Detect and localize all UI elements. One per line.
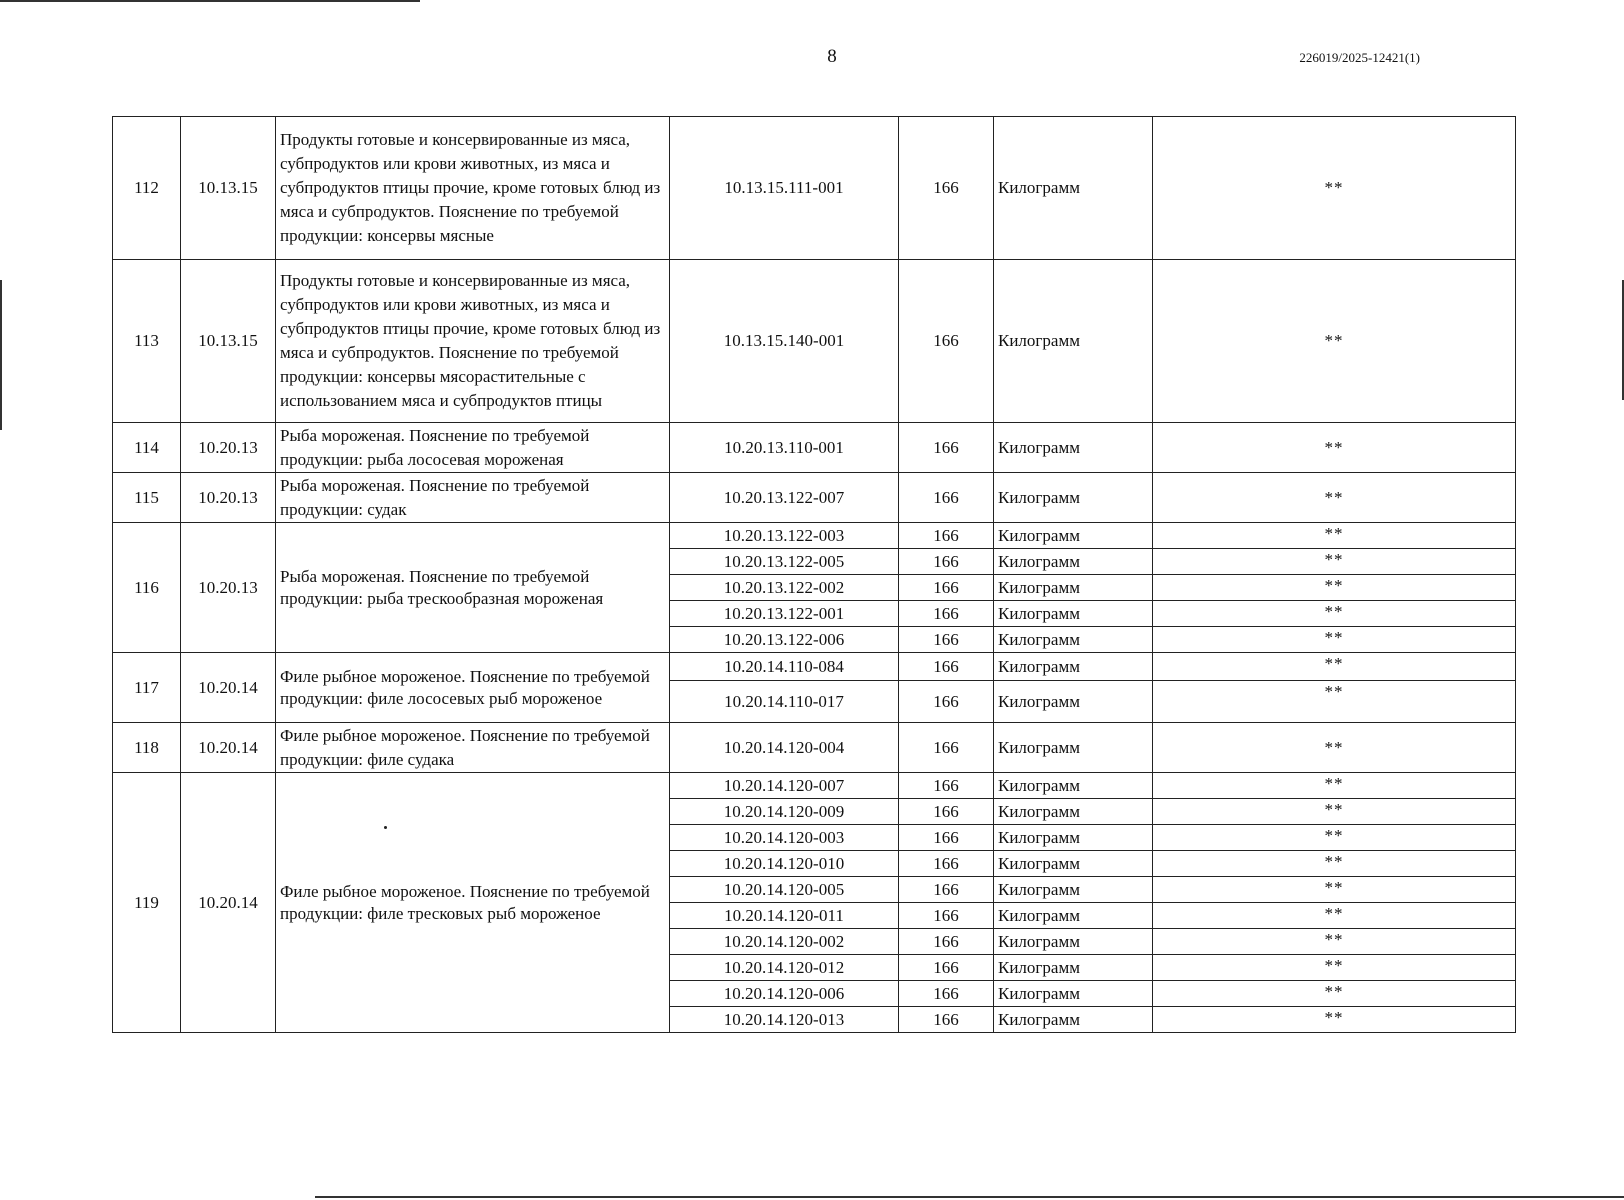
- product-description: Филе рыбное мороженое. Пояснение по требуемой продукции: филе тресковых рыб мороженое: [276, 773, 670, 1033]
- ktru-code: 10.20.14.120-011: [670, 903, 899, 929]
- table-row: [113, 653, 1516, 681]
- product-description: Продукты готовые и консервированные из мяса, субпродуктов или крови животных, из мяса и субпродуктов птицы прочие, кроме готовых блюд из мяса и субпродуктов. Пояснение по требуемой продукции: консервы мясорастительные с использованием мяса и субпродуктов птицы: [276, 260, 670, 423]
- row-number: 112: [113, 117, 181, 260]
- unit-name: Килограмм: [994, 929, 1153, 955]
- ktru-code: 10.20.14.120-005: [670, 877, 899, 903]
- okpd-code: 10.13.15: [181, 117, 276, 260]
- products-table: [112, 116, 1516, 1033]
- unit-code: 166: [899, 851, 994, 877]
- unit-code: 166: [899, 523, 994, 549]
- unit-name: Килограмм: [994, 575, 1153, 601]
- unit-code: 166: [899, 723, 994, 773]
- unit-name: Килограмм: [994, 903, 1153, 929]
- ktru-code: 10.20.14.120-012: [670, 955, 899, 981]
- table-row: [113, 117, 1516, 260]
- unit-code: 166: [899, 825, 994, 851]
- unit-name: Килограмм: [994, 627, 1153, 653]
- quantity-mark: **: [1153, 773, 1516, 799]
- quantity-mark: **: [1153, 851, 1516, 877]
- quantity-mark: **: [1153, 260, 1516, 423]
- quantity-mark: **: [1153, 653, 1516, 681]
- unit-name: Килограмм: [994, 825, 1153, 851]
- table-row: [113, 473, 1516, 523]
- unit-code: 166: [899, 773, 994, 799]
- unit-name: Килограмм: [994, 981, 1153, 1007]
- product-description: Рыба мороженая. Пояснение по требуемой продукции: рыба трескообразная мороженая: [276, 523, 670, 653]
- unit-name: Килограмм: [994, 653, 1153, 681]
- unit-code: 166: [899, 955, 994, 981]
- unit-name: Килограмм: [994, 773, 1153, 799]
- table-row: [113, 423, 1516, 473]
- unit-name: Килограмм: [994, 423, 1153, 473]
- unit-code: 166: [899, 117, 994, 260]
- ktru-code: 10.20.14.120-006: [670, 981, 899, 1007]
- unit-code: 166: [899, 601, 994, 627]
- ktru-code: 10.20.14.110-084: [670, 653, 899, 681]
- ktru-code: 10.20.13.122-003: [670, 523, 899, 549]
- quantity-mark: **: [1153, 549, 1516, 575]
- table-row: [113, 260, 1516, 423]
- product-description: Продукты готовые и консервированные из мяса, субпродуктов или крови животных, из мяса и субпродуктов птицы прочие, кроме готовых блюд из мяса и субпродуктов. Пояснение по требуемой продукции: консервы мясные: [276, 117, 670, 260]
- unit-code: 166: [899, 260, 994, 423]
- unit-code: 166: [899, 877, 994, 903]
- unit-name: Килограмм: [994, 117, 1153, 260]
- quantity-mark: **: [1153, 681, 1516, 723]
- unit-name: Килограмм: [994, 549, 1153, 575]
- quantity-mark: **: [1153, 723, 1516, 773]
- quantity-mark: **: [1153, 601, 1516, 627]
- unit-code: 166: [899, 423, 994, 473]
- okpd-code: 10.20.13: [181, 473, 276, 523]
- unit-code: 166: [899, 653, 994, 681]
- ktru-code: 10.20.13.122-001: [670, 601, 899, 627]
- ktru-code: 10.20.13.122-007: [670, 473, 899, 523]
- ktru-code: 10.13.15.111-001: [670, 117, 899, 260]
- unit-code: 166: [899, 473, 994, 523]
- row-number: 115: [113, 473, 181, 523]
- quantity-mark: **: [1153, 575, 1516, 601]
- ktru-code: 10.20.14.120-010: [670, 851, 899, 877]
- quantity-mark: **: [1153, 981, 1516, 1007]
- quantity-mark: **: [1153, 627, 1516, 653]
- ktru-code: 10.20.13.122-006: [670, 627, 899, 653]
- okpd-code: 10.20.14: [181, 653, 276, 723]
- unit-name: Килограмм: [994, 523, 1153, 549]
- row-number: 119: [113, 773, 181, 1033]
- unit-name: Килограмм: [994, 955, 1153, 981]
- unit-name: Килограмм: [994, 851, 1153, 877]
- row-number: 114: [113, 423, 181, 473]
- product-description: Филе рыбное мороженое. Пояснение по требуемой продукции: филе судака: [276, 723, 670, 773]
- quantity-mark: **: [1153, 903, 1516, 929]
- ktru-code: 10.20.14.120-004: [670, 723, 899, 773]
- ktru-code: 10.20.14.120-003: [670, 825, 899, 851]
- ktru-code: 10.20.14.120-009: [670, 799, 899, 825]
- row-number: 118: [113, 723, 181, 773]
- quantity-mark: **: [1153, 877, 1516, 903]
- unit-name: Килограмм: [994, 877, 1153, 903]
- okpd-code: 10.13.15: [181, 260, 276, 423]
- scan-edge-bottom: [315, 1196, 1624, 1198]
- quantity-mark: **: [1153, 523, 1516, 549]
- scan-edge-top: [0, 0, 420, 2]
- unit-code: 166: [899, 1007, 994, 1033]
- scan-speck: [384, 826, 387, 829]
- unit-name: Килограмм: [994, 799, 1153, 825]
- unit-name: Килограмм: [994, 601, 1153, 627]
- okpd-code: 10.20.14: [181, 723, 276, 773]
- row-number: 117: [113, 653, 181, 723]
- row-number: 116: [113, 523, 181, 653]
- ktru-code: 10.20.14.110-017: [670, 681, 899, 723]
- page-number: 8: [827, 46, 837, 67]
- unit-code: 166: [899, 903, 994, 929]
- product-description: Рыба мороженая. Пояснение по требуемой продукции: рыба лососевая мороженая: [276, 423, 670, 473]
- ktru-code: 10.20.13.122-005: [670, 549, 899, 575]
- okpd-code: 10.20.13: [181, 423, 276, 473]
- unit-code: 166: [899, 627, 994, 653]
- unit-name: Килограмм: [994, 1007, 1153, 1033]
- quantity-mark: **: [1153, 929, 1516, 955]
- table-row: [113, 523, 1516, 549]
- unit-name: Килограмм: [994, 260, 1153, 423]
- unit-code: 166: [899, 799, 994, 825]
- unit-name: Килограмм: [994, 681, 1153, 723]
- product-description: Филе рыбное мороженое. Пояснение по требуемой продукции: филе лососевых рыб мороженое: [276, 653, 670, 723]
- document-id: 226019/2025-12421(1): [1299, 50, 1420, 65]
- table-row: [113, 723, 1516, 773]
- ktru-code: 10.20.14.120-013: [670, 1007, 899, 1033]
- unit-code: 166: [899, 929, 994, 955]
- ktru-code: 10.20.14.120-007: [670, 773, 899, 799]
- quantity-mark: **: [1153, 825, 1516, 851]
- unit-code: 166: [899, 549, 994, 575]
- okpd-code: 10.20.13: [181, 523, 276, 653]
- scan-edge-left: [0, 280, 2, 430]
- ktru-code: 10.13.15.140-001: [670, 260, 899, 423]
- ktru-code: 10.20.13.122-002: [670, 575, 899, 601]
- unit-name: Килограмм: [994, 723, 1153, 773]
- quantity-mark: **: [1153, 117, 1516, 260]
- product-description: Рыба мороженая. Пояснение по требуемой продукции: судак: [276, 473, 670, 523]
- quantity-mark: **: [1153, 473, 1516, 523]
- ktru-code: 10.20.14.120-002: [670, 929, 899, 955]
- quantity-mark: **: [1153, 1007, 1516, 1033]
- quantity-mark: **: [1153, 799, 1516, 825]
- unit-name: Килограмм: [994, 473, 1153, 523]
- okpd-code: 10.20.14: [181, 773, 276, 1033]
- row-number: 113: [113, 260, 181, 423]
- unit-code: 166: [899, 575, 994, 601]
- table-row: [113, 773, 1516, 799]
- quantity-mark: **: [1153, 423, 1516, 473]
- ktru-code: 10.20.13.110-001: [670, 423, 899, 473]
- unit-code: 166: [899, 681, 994, 723]
- quantity-mark: **: [1153, 955, 1516, 981]
- unit-code: 166: [899, 981, 994, 1007]
- products-table-body: [113, 117, 1516, 1033]
